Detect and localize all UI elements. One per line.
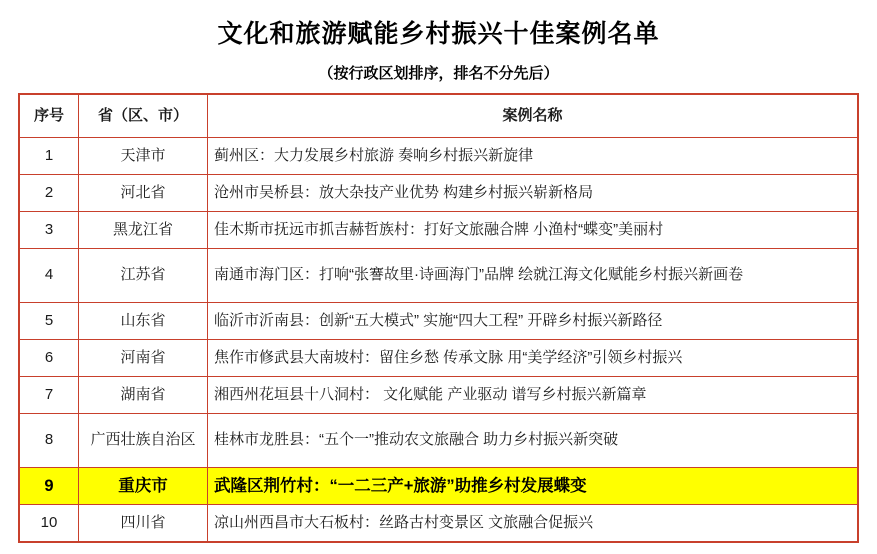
table-header <box>19 94 858 138</box>
table-row <box>19 175 858 212</box>
cell-no: 8 <box>19 414 79 468</box>
page-subtitle: （按行政区划排序，排名不分先后） <box>318 65 559 82</box>
cell-province: 四川省 <box>79 505 208 542</box>
cases-table <box>18 93 859 543</box>
cell-case-name: 凉山州西昌市大石板村：丝路古村变景区 文旅融合促振兴 <box>208 505 859 542</box>
cell-province: 江苏省 <box>79 249 208 303</box>
document-page <box>0 14 877 554</box>
cell-no: 9 <box>19 468 79 505</box>
cell-no: 3 <box>19 212 79 249</box>
header-cell-province: 省（区、市） <box>79 94 208 138</box>
cell-case-name: 武隆区荆竹村：“一二三产+旅游”助推乡村发展蝶变 <box>208 468 859 505</box>
table-row <box>19 249 858 303</box>
cell-no: 7 <box>19 377 79 414</box>
header-cell-no: 序号 <box>19 94 79 138</box>
cell-province: 天津市 <box>79 138 208 175</box>
cell-no: 4 <box>19 249 79 303</box>
cell-case-name: 佳木斯市抚远市抓吉赫哲族村：打好文旅融合牌 小渔村“蝶变”美丽村 <box>208 212 859 249</box>
cell-province: 重庆市 <box>79 468 208 505</box>
table-row-highlighted <box>19 468 858 505</box>
table-row <box>19 303 858 340</box>
cell-province: 广西壮族自治区 <box>79 414 208 468</box>
table-row <box>19 340 858 377</box>
table-row <box>19 414 858 468</box>
cell-case-name: 桂林市龙胜县：“五个一”推动农文旅融合 助力乡村振兴新突破 <box>208 414 859 468</box>
table-row <box>19 212 858 249</box>
table-header-row <box>19 94 858 138</box>
page-title: 文化和旅游赋能乡村振兴十佳案例名单 <box>217 20 660 48</box>
cell-province: 湖南省 <box>79 377 208 414</box>
header-cell-case-name: 案例名称 <box>208 94 859 138</box>
cell-province: 河北省 <box>79 175 208 212</box>
cell-province: 山东省 <box>79 303 208 340</box>
table-row <box>19 138 858 175</box>
cell-no: 6 <box>19 340 79 377</box>
cell-no: 1 <box>19 138 79 175</box>
cell-case-name: 临沂市沂南县：创新“五大模式” 实施“四大工程” 开辟乡村振兴新路径 <box>208 303 859 340</box>
cell-no: 5 <box>19 303 79 340</box>
cell-case-name: 焦作市修武县大南坡村：留住乡愁 传承文脉 用“美学经济”引领乡村振兴 <box>208 340 859 377</box>
cell-province: 黑龙江省 <box>79 212 208 249</box>
cell-case-name: 蓟州区：大力发展乡村旅游 奏响乡村振兴新旋律 <box>208 138 859 175</box>
cell-case-name: 南通市海门区：打响“张謇故里·诗画海门”品牌 绘就江海文化赋能乡村振兴新画卷 <box>208 249 859 303</box>
cell-no: 10 <box>19 505 79 542</box>
table-body <box>19 138 858 542</box>
table-row <box>19 377 858 414</box>
cell-no: 2 <box>19 175 79 212</box>
cell-case-name: 湘西州花垣县十八洞村： 文化赋能 产业驱动 谱写乡村振兴新篇章 <box>208 377 859 414</box>
cell-province: 河南省 <box>79 340 208 377</box>
table-row <box>19 505 858 542</box>
table-container <box>0 93 877 543</box>
cell-case-name: 沧州市吴桥县：放大杂技产业优势 构建乡村振兴崭新格局 <box>208 175 859 212</box>
